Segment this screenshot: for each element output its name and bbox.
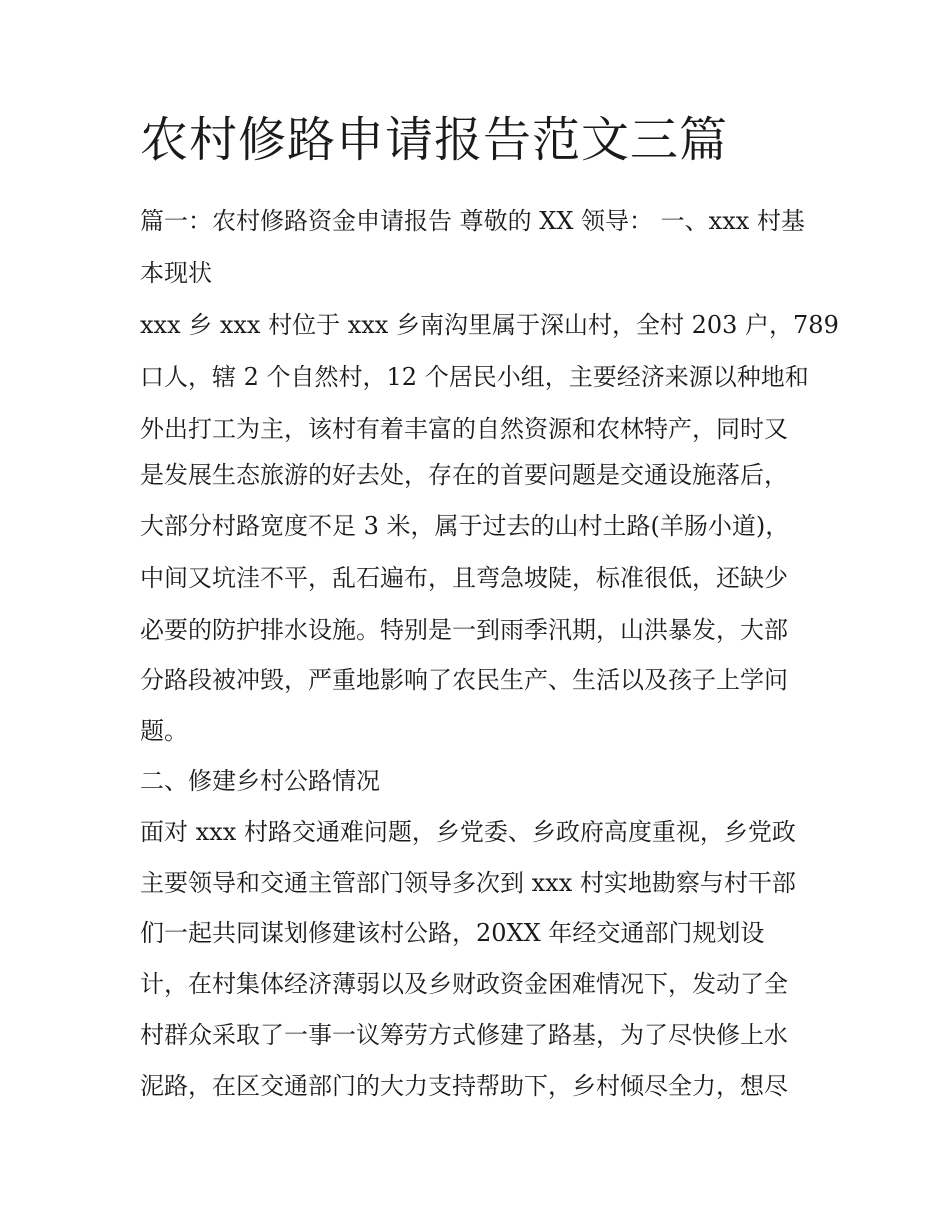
body-line: 口人，辖 2 个自然村，12 个居民小组，主要经济来源以种地和 (140, 363, 809, 391)
body-line: 题。 (140, 717, 188, 745)
body-line: 大部分村路宽度不足 3 米，属于过去的山村土路(羊肠小道)， (140, 512, 790, 540)
body-line: 计，在村集体经济薄弱以及乡财政资金困难情况下，发动了全 (140, 970, 788, 998)
body-line: 本现状 (140, 259, 212, 287)
body-line: 主要领导和交通主管部门领导多次到 xxx 村实地勘察与村干部 (140, 869, 796, 897)
section-heading: 二、修建乡村公路情况 (140, 767, 380, 795)
body-line: 们一起共同谋划修建该村公路，20XX 年经交通部门规划设 (140, 919, 765, 947)
body-line: 篇一：农村修路资金申请报告 尊敬的 XX 领导： 一、xxx 村基 (140, 207, 805, 235)
document-title: 农村修路申请报告范文三篇 (140, 112, 729, 168)
body-line: 村群众采取了一事一议筹劳方式修建了路基，为了尽快修上水 (140, 1021, 788, 1049)
body-line: 中间又坑洼不平，乱石遍布，且弯急坡陡，标准很低，还缺少 (140, 564, 788, 592)
body-line: 必要的防护排水设施。特别是一到雨季汛期，山洪暴发，大部 (140, 616, 788, 644)
body-line: 外出打工为主，该村有着丰富的自然资源和农林特产，同时又 (140, 415, 788, 443)
body-line: xxx 乡 xxx 村位于 xxx 乡南沟里属于深山村，全村 203 户，789 (140, 311, 839, 339)
body-line: 分路段被冲毁，严重地影响了农民生产、生活以及孩子上学问 (140, 666, 788, 694)
body-line: 泥路，在区交通部门的大力支持帮助下，乡村倾尽全力，想尽 (140, 1072, 788, 1100)
body-line: 面对 xxx 村路交通难问题，乡党委、乡政府高度重视，乡党政 (140, 818, 796, 846)
body-line: 是发展生态旅游的好去处，存在的首要问题是交通设施落后， (140, 461, 788, 489)
